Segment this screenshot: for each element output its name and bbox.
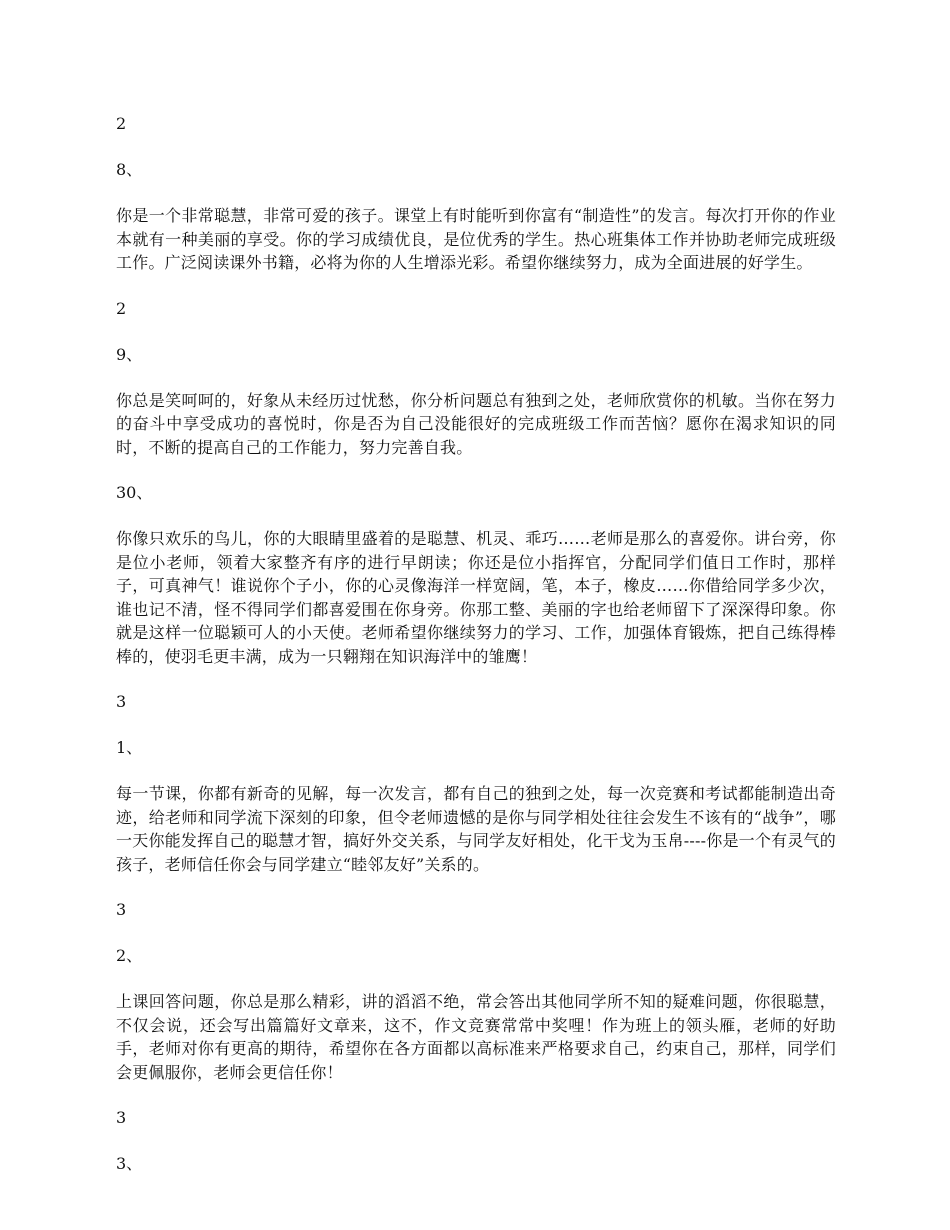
comment-paragraph: 你是一个非常聪慧，非常可爱的孩子。课堂上有时能听到你富有“制造性”的发言。每次打开你的作业本就有一种美丽的享受。你的学习成绩优良，是位优秀的学生。热心班集体工作并协助老师完成班级工作。广泛阅读课外书籍，必将为你的人生增添光彩。希望你继续努力，成为全面进展的好学生。 <box>116 206 836 272</box>
page-number: 3 <box>116 692 127 711</box>
document-page <box>116 112 836 1198</box>
comment-index: 8、 <box>116 160 143 179</box>
page-number: 3 <box>116 900 127 919</box>
comment-index: 30、 <box>116 483 153 502</box>
page-number: 2 <box>116 114 127 133</box>
comment-index: 1、 <box>116 738 143 757</box>
page-number: 2 <box>116 298 127 318</box>
comment-paragraph: 上课回答问题，你总是那么精彩，讲的滔滔不绝，常会答出其他同学所不知的疑难问题，你很聪慧，不仅会说，还会写出篇篇好文章来，这不，作文竞赛常常中奖哩！作为班上的领头雁，老师的好助手，老师对你有更高的期待，希望你在各方面都以高标准来严格要求自己，约束自己，那样，同学们会更佩服你，老师会更信任你！ <box>116 992 836 1082</box>
comment-paragraph: 你总是笑呵呵的，好象从未经历过忧愁，你分析问题总有独到之处，老师欣赏你的机敏。当你在努力的奋斗中享受成功的喜悦时，你是否为自己没能很好的完成班级工作而苦恼？愿你在渴求知识的同时，不断的提高自己的工作能力，努力完善自我。 <box>116 390 836 457</box>
comment-paragraph: 你像只欢乐的鸟儿，你的大眼睛里盛着的是聪慧、机灵、乖巧……老师是那么的喜爱你。讲台旁，你是位小老师，领着大家整齐有序的进行早朗读；你还是位小指挥官，分配同学们值日工作时，那样子，可真神气！谁说你个子小，你的心灵像海洋一样宽阔，笔，本子，橡皮……你借给同学多少次，谁也记不清，怪不得同学们都喜爱围在你身旁。你那工整、美丽的字也给老师留下了深深得印象。你就是这样一位聪颖可人的小天使。老师希望你继续努力的学习、工作，加强体育锻炼，把自己练得棒棒的，使羽毛更丰满，成为一只翱翔在知识海洋中的雏鹰！ <box>116 529 836 666</box>
comment-index: 3、 <box>116 1154 143 1173</box>
page-number: 3 <box>116 1108 127 1127</box>
comment-index: 2、 <box>116 946 143 965</box>
comment-index: 9、 <box>116 344 143 364</box>
comment-paragraph: 每一节课，你都有新奇的见解，每一次发言，都有自己的独到之处，每一次竞赛和考试都能制造出奇迹，给老师和同学流下深刻的印象，但令老师遗憾的是你与同学相处往往会发生不该有的“战争”，哪一天你能发挥自己的聪慧才智，搞好外交关系，与同学友好相处，化干戈为玉帛----你是一个有灵气的孩子，老师信任你会与同学建立“睦邻友好”关系的。 <box>116 784 836 874</box>
